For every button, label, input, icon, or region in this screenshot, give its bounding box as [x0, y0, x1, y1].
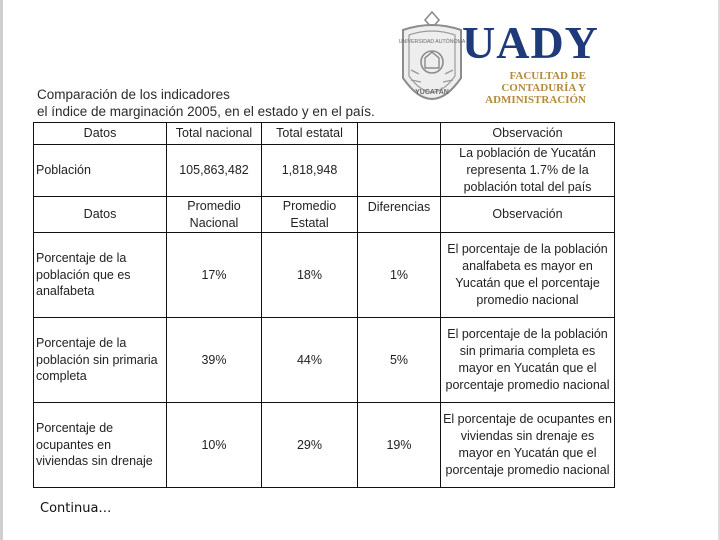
- faculty-line-3: ADMINISTRACIÓN: [485, 94, 586, 106]
- cell-observacion: El porcentaje de ocupantes en viviendas sin drenaje es mayor en Yucatán que el porcentaje promedio nacional: [441, 403, 615, 488]
- table-row-poblacion: [34, 145, 615, 197]
- table-row: [34, 318, 615, 403]
- table-row: [34, 233, 615, 318]
- indicators-table: [33, 122, 615, 488]
- table-header-row-2: [34, 197, 615, 233]
- faculty-name: [476, 70, 586, 106]
- cell-observacion: El porcentaje de la población sin primaria completa es mayor en Yucatán que el porcentaje promedio nacional: [441, 318, 615, 403]
- header-observacion: Observación: [441, 123, 615, 145]
- cell-diferencia: [358, 145, 441, 197]
- cell-nacional: 10%: [167, 403, 262, 488]
- faculty-line-2: CONTADURÍA Y: [501, 82, 586, 94]
- cell-nacional: 105,863,482: [167, 145, 262, 197]
- cell-estatal: 29%: [262, 403, 358, 488]
- cell-nacional: 17%: [167, 233, 262, 318]
- header-total-estatal: Total estatal: [262, 123, 358, 145]
- faculty-line-1: FACULTAD DE: [509, 70, 586, 82]
- cell-diferencia: 5%: [358, 318, 441, 403]
- header-total-nacional: Total nacional: [167, 123, 262, 145]
- cell-diferencia: 19%: [358, 403, 441, 488]
- cell-estatal: 18%: [262, 233, 358, 318]
- cell-observacion: El porcentaje de la población analfabeta es mayor en Yucatán que el porcentaje promedio nacional: [441, 233, 615, 318]
- cell-observacion: La población de Yucatán representa 1.7% de la población total del país: [441, 145, 615, 197]
- header-observacion: Observación: [441, 197, 615, 233]
- slide-title: [37, 86, 375, 120]
- header-empty: [358, 123, 441, 145]
- header-promedio-estatal: Promedio Estatal: [262, 197, 358, 233]
- cell-nacional: 39%: [167, 318, 262, 403]
- slide-title-line-1: Comparación de los indicadores: [37, 87, 230, 102]
- slide-left-edge: [0, 0, 3, 540]
- uady-wordmark: UADY: [462, 17, 599, 68]
- row-label: Porcentaje de la población sin primaria completa: [34, 318, 167, 403]
- slide-title-line-2: el índice de marginación 2005, en el estado y en el país.: [37, 104, 375, 119]
- row-label: Población: [34, 145, 167, 197]
- row-label: Porcentaje de ocupantes en viviendas sin drenaje: [34, 403, 167, 488]
- university-seal-logo: [397, 8, 467, 120]
- table-row: [34, 403, 615, 488]
- header-datos: Datos: [34, 197, 167, 233]
- continue-label: Continua…: [40, 501, 112, 516]
- row-label: Porcentaje de la población que es analfabeta: [34, 233, 167, 318]
- table-header-row-1: [34, 123, 615, 145]
- seal-text-bottom: YUCATÁN: [415, 89, 449, 96]
- header-diferencias: Diferencias: [358, 197, 441, 233]
- header-datos: Datos: [34, 123, 167, 145]
- seal-text-top: UNIVERSIDAD AUTÓNOMA: [398, 39, 466, 45]
- cell-estatal: 1,818,948: [262, 145, 358, 197]
- cell-estatal: 44%: [262, 318, 358, 403]
- header-promedio-nacional: Promedio Nacional: [167, 197, 262, 233]
- cell-diferencia: 1%: [358, 233, 441, 318]
